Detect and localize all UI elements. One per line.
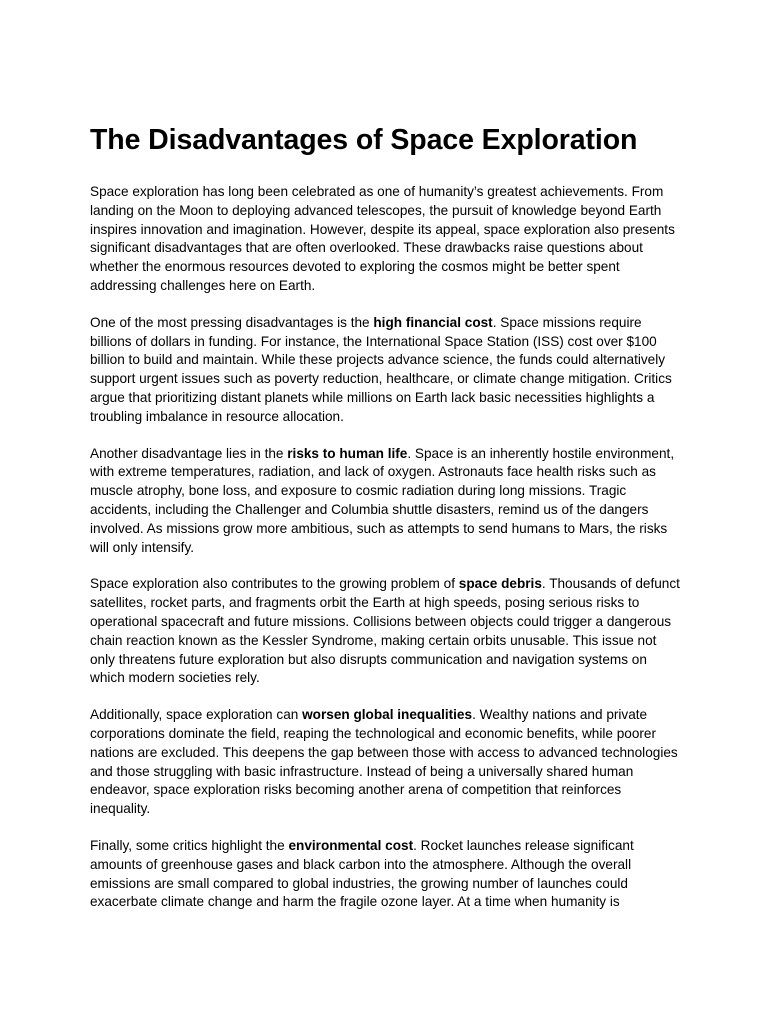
paragraph-text: . Wealthy nations and private corporations dominate the field, reaping the technological and economic benefits, while poorer nations are excluded. This deepens the gap between those with access to advanced technologies and those struggling with basic infrastructure. Instead of being a universally shared human endeavor, space exploration risks becoming another arena of competition that reinforces inequality. [90,707,678,817]
paragraph-human-risk [90,445,682,558]
paragraph-text: Finally, some critics highlight the [90,837,289,853]
paragraph-space-debris [90,575,682,688]
document-page [90,122,682,930]
bold-phrase: risks to human life [287,445,408,461]
paragraph-text: Another disadvantage lies in the [90,445,288,461]
bold-phrase: worsen global inequalities [302,707,473,723]
paragraph-text: . Thousands of defunct satellites, rocket parts, and fragments orbit the Earth at high speeds, posing serious risks to operational spacecraft and future missions. Collisions between objects could trigger a dangerous chain reaction known as the Kessler Syndrome, making certain orbits unusable. This issue not only threatens future exploration but also disrupts communication and navigation systems on which modern societies rely. [90,576,680,686]
bold-phrase: high financial cost [373,314,493,330]
paragraph-text: . Space missions require billions of dollars in funding. For instance, the International Space Station (ISS) cost over $100 billion to build and maintain. While these projects advance science, the funds could alternatively support urgent issues such as poverty reduction, healthcare, or climate change mitigation. Critics argue that prioritizing distant planets while millions on Earth lack basic necessities highlights a troubling imbalance in resource allocation. [90,314,672,424]
paragraph-inequalities [90,706,682,819]
paragraph-environmental-cost [90,837,682,912]
paragraph-text: Additionally, space exploration can [90,707,303,723]
document-title: The Disadvantages of Space Exploration [90,124,638,156]
paragraph-intro: Space exploration has long been celebrated as one of humanity’s greatest achievements. From landing on the Moon to deploying advanced telescopes, the pursuit of knowledge beyond Earth inspires innovation and imagination. However, despite its appeal, space exploration also presents significant disadvantages that are often overlooked. These drawbacks raise questions about whether the enormous resources devoted to exploring the cosmos might be better spent addressing challenges here on Earth. [90,184,675,293]
bold-phrase: environmental cost [288,837,414,853]
paragraph-text: One of the most pressing disadvantages is the [90,314,374,330]
paragraph-text: Space exploration also contributes to the growing problem of [90,576,459,592]
paragraph-financial-cost [90,314,682,427]
paragraph-text: . Rocket launches release significant amounts of greenhouse gases and black carbon into the atmosphere. Although the overall emissions are small compared to global industries, the growing number of launches could exacerbate climate change and harm the fragile ozone layer. At a time when humanity is [90,837,634,910]
bold-phrase: space debris [458,576,542,592]
paragraph-text: . Space is an inherently hostile environment, with extreme temperatures, radiation, and lack of oxygen. Astronauts face health risks such as muscle atrophy, bone loss, and exposure to cosmic radiation during long missions. Tragic accidents, including the Challenger and Columbia shuttle disasters, remind us of the dangers involved. As missions grow more ambitious, such as attempts to send humans to Mars, the risks will only intensify. [90,445,675,555]
